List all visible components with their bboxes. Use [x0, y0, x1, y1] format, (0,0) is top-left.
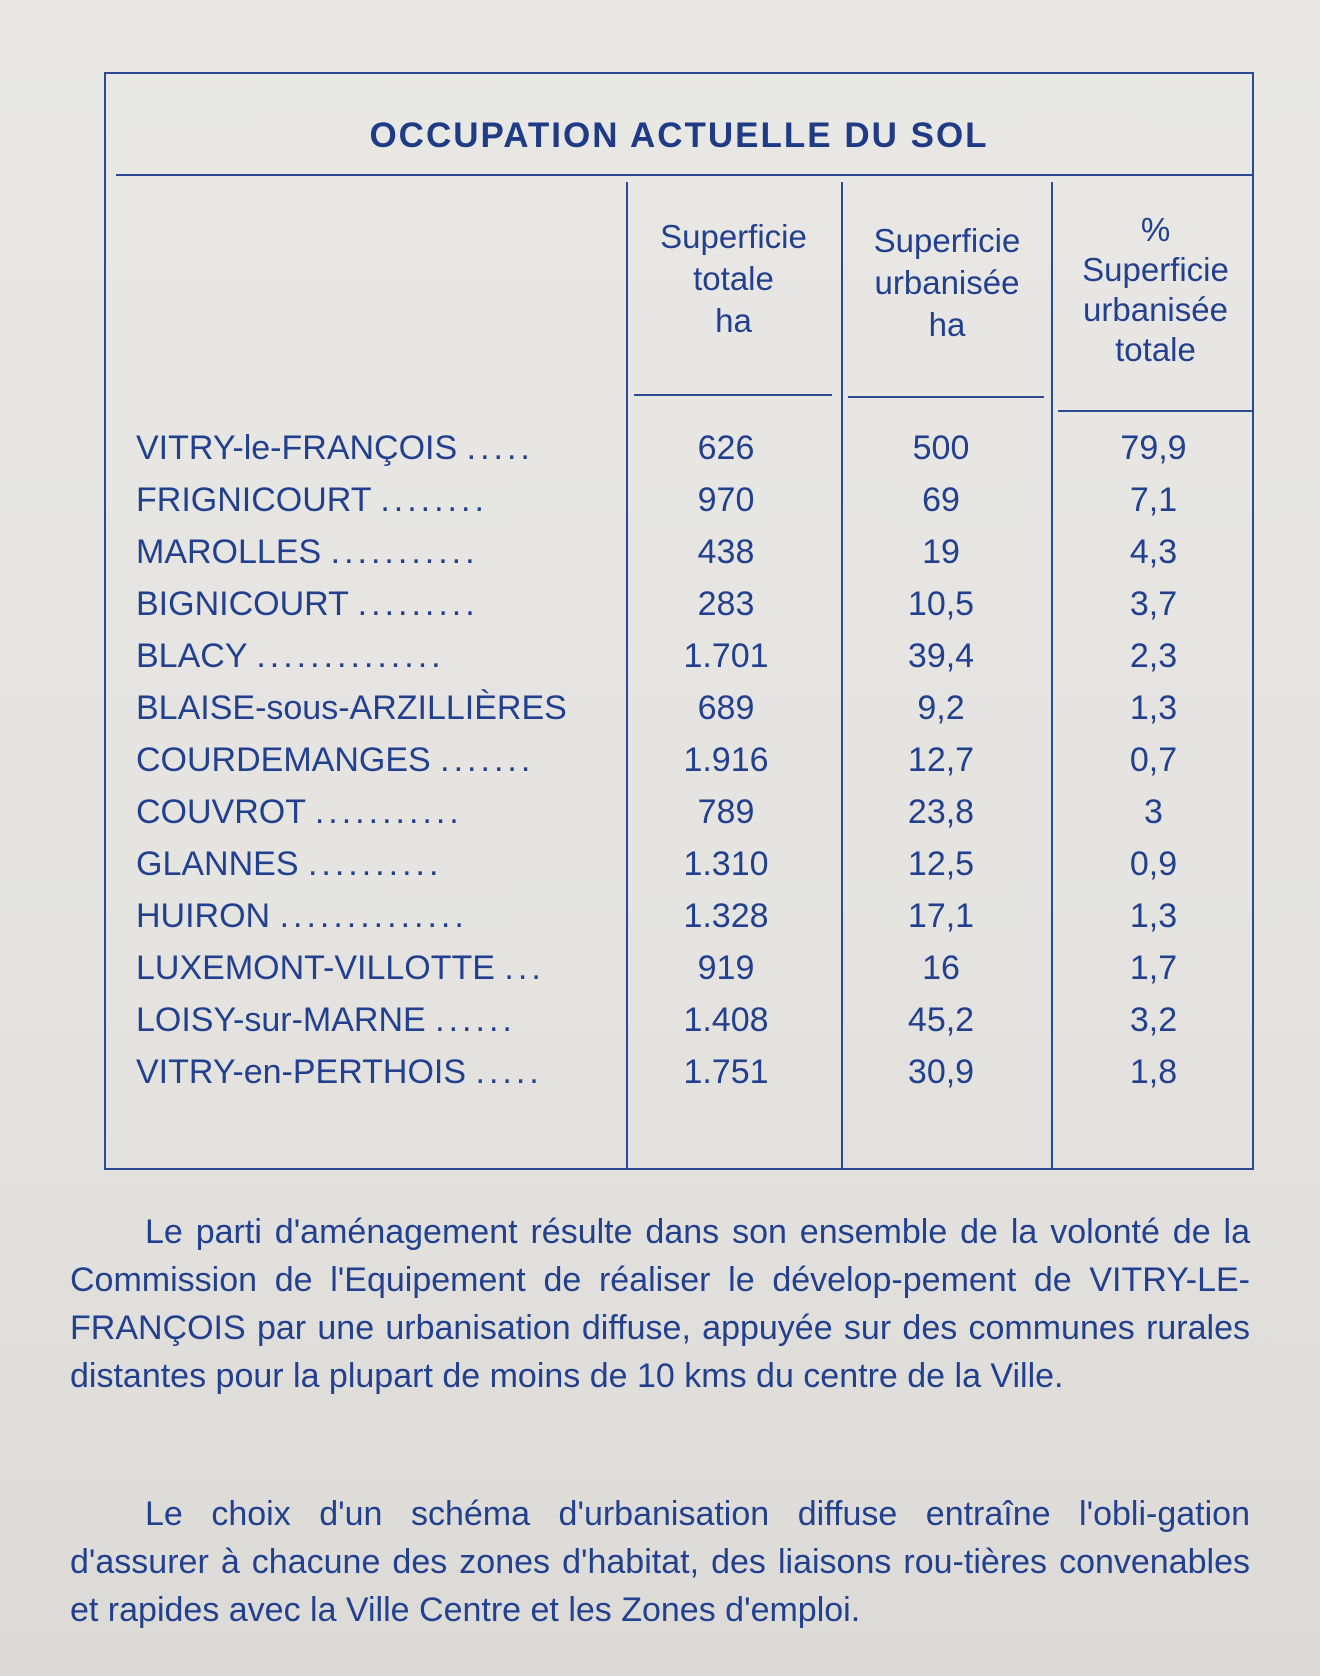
cell-percent: 79,9 — [1120, 429, 1187, 467]
cell-urban: 45,2 — [907, 1001, 975, 1039]
header-line: totale — [693, 260, 774, 297]
cell-total: 1.408 — [683, 1001, 769, 1039]
cell-total: 970 — [697, 481, 755, 519]
cell-percent: 0,9 — [1129, 845, 1178, 883]
table-row — [106, 585, 1252, 637]
cell-percent: 1,3 — [1129, 897, 1178, 935]
cell-total: 438 — [697, 533, 755, 571]
cell-percent: 1,7 — [1129, 949, 1178, 987]
header-line: urbanisée — [1083, 291, 1228, 328]
header-superficie-urbanisee — [843, 220, 1051, 346]
header-underline — [848, 396, 1044, 398]
cell-percent: 3 — [1144, 793, 1163, 831]
cell-urban: 10,5 — [907, 585, 975, 623]
cell-urban: 39,4 — [907, 637, 975, 675]
cell-total: 1.916 — [683, 741, 769, 779]
cell-total: 1.328 — [683, 897, 769, 935]
commune-name: COURDEMANGES ....... — [136, 741, 535, 779]
table-row — [106, 1001, 1252, 1053]
land-use-table — [104, 72, 1254, 1170]
cell-urban: 17,1 — [907, 897, 975, 935]
table-row — [106, 689, 1252, 741]
title-divider — [116, 174, 1252, 176]
cell-urban: 19 — [922, 533, 960, 571]
cell-total: 689 — [697, 689, 755, 727]
commune-name: MAROLLES ........... — [136, 533, 479, 571]
cell-urban: 69 — [922, 481, 960, 519]
header-line: ha — [928, 306, 966, 343]
cell-percent: 4,3 — [1129, 533, 1178, 571]
commune-name: HUIRON .............. — [136, 897, 468, 935]
table-row — [106, 949, 1252, 1001]
commune-name: GLANNES .......... — [136, 845, 443, 883]
paragraph-text: Le choix d'un schéma d'urbanisation diffuse entraîne l'obli-gation d'assurer à chacune des zones d'habitat, des liaisons rou-tières convenables et rapides avec la Ville Centre et les Zones d'emploi. — [70, 1495, 1250, 1629]
commune-name: BLACY .............. — [136, 637, 445, 675]
cell-total: 919 — [697, 949, 755, 987]
cell-urban: 23,8 — [907, 793, 975, 831]
table-row — [106, 793, 1252, 845]
cell-percent: 2,3 — [1129, 637, 1178, 675]
header-line: % — [1140, 211, 1171, 248]
cell-urban: 9,2 — [917, 689, 965, 727]
header-line: Superficie — [660, 218, 807, 255]
commune-name: BLAISE-sous-ARZILLIÈRES — [136, 689, 567, 727]
header-underline — [634, 394, 832, 396]
table-row — [106, 1053, 1252, 1105]
header-line: urbanisée — [874, 264, 1020, 301]
paragraph-text: Le parti d'aménagement résulte dans son ensemble de la volonté de la Commission de l'Equipement de réaliser le dévelop-pement de VITRY-LE-FRANÇOIS par une urbanisation diffuse, appuyée sur des communes rurales distantes pour la plupart de moins de 10 kms du centre de la Ville. — [70, 1213, 1250, 1395]
cell-total: 626 — [697, 429, 755, 467]
commune-name: VITRY-le-FRANÇOIS ..... — [136, 429, 534, 467]
cell-total: 1.751 — [683, 1053, 769, 1091]
body-paragraph — [70, 1208, 1250, 1400]
cell-percent: 3,7 — [1129, 585, 1178, 623]
cell-percent: 1,3 — [1129, 689, 1178, 727]
commune-name: COUVROT ........... — [136, 793, 463, 831]
cell-percent: 0,7 — [1129, 741, 1178, 779]
cell-urban: 500 — [912, 429, 970, 467]
header-percent-urbanisee — [1053, 210, 1258, 370]
table-row — [106, 429, 1252, 481]
cell-urban: 12,7 — [907, 741, 975, 779]
table-row — [106, 845, 1252, 897]
header-underline — [1058, 410, 1254, 412]
cell-percent: 1,8 — [1129, 1053, 1178, 1091]
commune-name: LOISY-sur-MARNE ...... — [136, 1001, 516, 1039]
table-row — [106, 533, 1252, 585]
commune-name: VITRY-en-PERTHOIS ..... — [136, 1053, 543, 1091]
header-superficie-totale — [626, 216, 841, 342]
commune-name: FRIGNICOURT ........ — [136, 481, 488, 519]
cell-percent: 3,2 — [1129, 1001, 1178, 1039]
body-paragraph — [70, 1490, 1250, 1634]
cell-total: 1.701 — [683, 637, 769, 675]
cell-urban: 30,9 — [907, 1053, 975, 1091]
table-row — [106, 897, 1252, 949]
cell-percent: 7,1 — [1129, 481, 1178, 519]
header-line: totale — [1115, 331, 1196, 368]
cell-total: 283 — [697, 585, 755, 623]
table-row — [106, 741, 1252, 793]
table-title: OCCUPATION ACTUELLE DU SOL — [369, 116, 989, 155]
cell-total: 1.310 — [683, 845, 769, 883]
cell-urban: 16 — [922, 949, 960, 987]
table-row — [106, 637, 1252, 689]
commune-name: BIGNICOURT ......... — [136, 585, 479, 623]
cell-urban: 12,5 — [907, 845, 975, 883]
header-line: Superficie — [873, 222, 1021, 259]
commune-name: LUXEMONT-VILLOTTE ... — [136, 949, 545, 987]
header-line: Superficie — [1082, 251, 1229, 288]
table-row — [106, 481, 1252, 533]
header-line: ha — [715, 302, 752, 339]
cell-total: 789 — [697, 793, 755, 831]
